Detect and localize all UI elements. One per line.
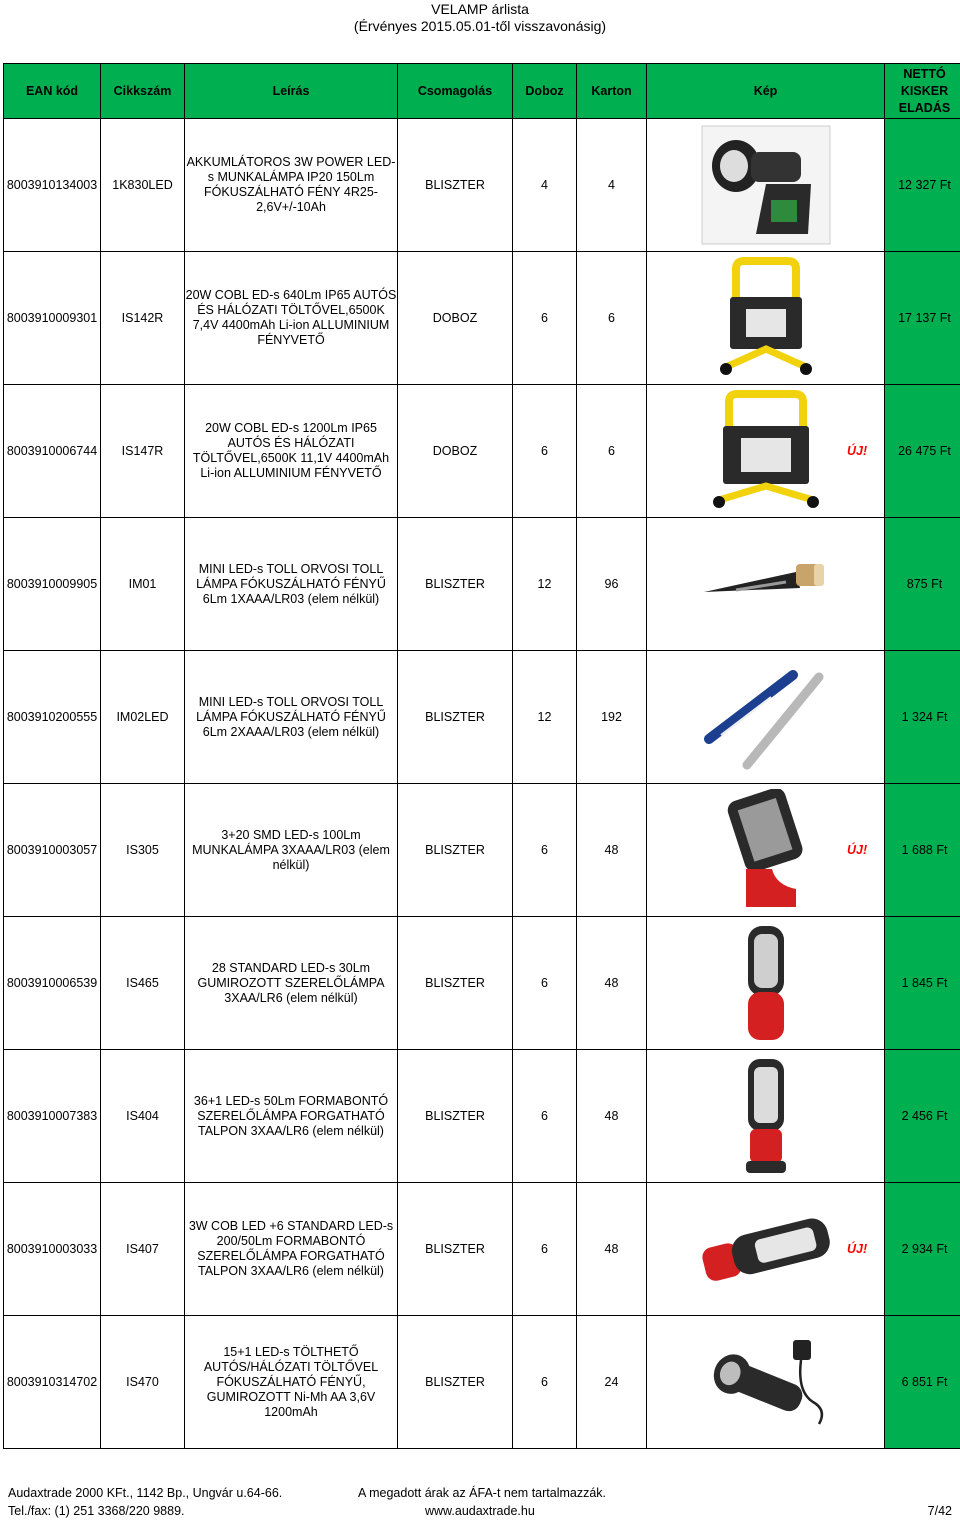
box-cell: 6 (513, 1183, 577, 1316)
pack-cell: BLISZTER (398, 784, 513, 917)
box-cell: 6 (513, 252, 577, 385)
pack-cell: BLISZTER (398, 651, 513, 784)
new-badge: ÚJ! (847, 843, 868, 857)
ean-cell: 8003910009301 (4, 252, 101, 385)
col-header-image: Kép (647, 64, 885, 119)
box-cell: 6 (513, 917, 577, 1050)
carton-value: 192 (601, 710, 622, 724)
page-title: VELAMP árlista (431, 1, 529, 17)
carton-cell (577, 119, 647, 252)
footer-website-link[interactable]: www.audaxtrade.hu (425, 1504, 535, 1518)
box-cell: 12 (513, 651, 577, 784)
ean-cell: 8003910134003 (4, 119, 101, 252)
penlight-icon (696, 554, 836, 614)
sku-cell: IS465 (101, 917, 185, 1050)
desc-cell: MINI LED-s TOLL ORVOSI TOLL LÁMPA FÓKUSZÁLHATÓ FÉNYŰ 6Lm 2XAAA/LR03 (elem nélkül) (185, 651, 398, 784)
price-cell: 1 845 Ft (885, 917, 960, 1050)
worklamp-red-icon (716, 789, 816, 911)
table-row (4, 119, 960, 252)
sku-cell: IS404 (101, 1050, 185, 1183)
col-header-pack: Csomagolás (398, 64, 513, 119)
carton-value: 6 (608, 311, 615, 325)
table-row (4, 1316, 960, 1449)
product-image (647, 518, 885, 651)
price-cell: 17 137 Ft (885, 252, 960, 385)
price-cell: 2 934 Ft (885, 1183, 960, 1316)
col-header-carton: Karton (577, 64, 647, 119)
penlights-pair-icon (701, 661, 831, 773)
desc-cell: MINI LED-s TOLL ORVOSI TOLL LÁMPA FÓKUSZÁLHATÓ FÉNYŰ 6Lm 1XAAA/LR03 (elem nélkül) (185, 518, 398, 651)
cob-lamp-icon (696, 1204, 836, 1294)
table-row (4, 252, 960, 385)
box-cell: 6 (513, 1050, 577, 1183)
desc-cell: 20W COBL ED-s 1200Lm IP65 AUTÓS ÉS HÁLÓZATI TÖLTŐVEL,6500K 11,1V 4400mAh Li-ion ALLUMINIUM FÉNYVETŐ (185, 385, 398, 518)
lantern-icon (696, 124, 836, 246)
product-image (647, 1050, 885, 1183)
floodlight-icon (716, 257, 816, 379)
pack-cell: BLISZTER (398, 1050, 513, 1183)
carton-cell (577, 1316, 647, 1449)
carton-value: 96 (604, 577, 619, 591)
ean-cell: 8003910009905 (4, 518, 101, 651)
carton-cell (577, 784, 868, 917)
price-cell: 1 688 Ft (885, 784, 960, 917)
carton-value: 48 (604, 1242, 619, 1256)
footer-company: Audaxtrade 2000 KFt., 1142 Bp., Ungvár u.64-66. (8, 1486, 283, 1500)
carton-value: 24 (604, 1375, 619, 1389)
desc-cell: 3+20 SMD LED-s 100Lm MUNKALÁMPA 3XAAA/LR03 (elem nélkül) (185, 784, 398, 917)
box-cell: 12 (513, 518, 577, 651)
carton-cell (577, 385, 868, 518)
col-header-desc: Leírás (185, 64, 398, 119)
ean-cell: 8003910200555 (4, 651, 101, 784)
product-image (647, 385, 885, 518)
inspection-lamp-icon (736, 922, 796, 1044)
desc-cell: 15+1 LED-s TÖLTHETŐ AUTÓS/HÁLÓZATI TÖLTŐVEL FÓKUSZÁLHATÓ FÉNYŰ, GUMIROZOTT Ni-Mh AA 3,6V 1200mAh (185, 1316, 398, 1449)
table-row (4, 1183, 960, 1316)
new-badge: ÚJ! (847, 444, 868, 458)
desc-cell: 20W COBL ED-s 640Lm IP65 AUTÓS ÉS HÁLÓZATI TÖLTŐVEL,6500K 7,4V 4400mAh Li-ion ALLUMINIUM FÉNYVETŐ (185, 252, 398, 385)
desc-cell: AKKUMLÁTOROS 3W POWER LED-s MUNKALÁMPA IP20 150Lm FÓKUSZÁLHATÓ FÉNY 4R25- 2,6V+/-10Ah (185, 119, 398, 252)
sku-cell: IS470 (101, 1316, 185, 1449)
pack-cell: DOBOZ (398, 252, 513, 385)
ean-cell: 8003910006744 (4, 385, 101, 518)
carton-cell (577, 518, 647, 651)
rechargeable-torch-icon (701, 1332, 831, 1432)
carton-cell (577, 1050, 647, 1183)
box-cell: 6 (513, 385, 577, 518)
sku-cell: 1K830LED (101, 119, 185, 252)
product-image (647, 784, 885, 917)
sku-cell: IM02LED (101, 651, 185, 784)
product-image (647, 119, 885, 252)
col-header-price (885, 64, 960, 119)
footer-phone: Tel./fax: (1) 251 3368/220 9889. (8, 1504, 185, 1518)
pack-cell: BLISZTER (398, 119, 513, 252)
box-cell: 6 (513, 1316, 577, 1449)
sku-cell: IS142R (101, 252, 185, 385)
pack-cell: BLISZTER (398, 1316, 513, 1449)
desc-cell: 28 STANDARD LED-s 30Lm GUMIROZOTT SZERELŐLÁMPA 3XAA/LR6 (elem nélkül) (185, 917, 398, 1050)
price-cell: 875 Ft (885, 518, 960, 651)
pack-cell: BLISZTER (398, 917, 513, 1050)
ean-cell: 8003910007383 (4, 1050, 101, 1183)
carton-cell (577, 917, 647, 1050)
price-cell: 26 475 Ft (885, 385, 960, 518)
carton-value: 48 (604, 976, 619, 990)
carton-cell (577, 651, 647, 784)
ean-cell: 8003910003033 (4, 1183, 101, 1316)
price-header-line1: NETTÓ (903, 66, 946, 81)
ean-cell: 8003910314702 (4, 1316, 101, 1449)
carton-cell (577, 252, 647, 385)
desc-cell: 3W COB LED +6 STANDARD LED-s 200/50Lm FORMABONTÓ SZERELŐLÁMPA FORGATHATÓ TALPON 3XAA/LR6 (elem nélkül) (185, 1183, 398, 1316)
page-number: 7/42 (927, 1504, 952, 1518)
price-header-line3: ELADÁS (898, 100, 951, 115)
carton-value: 6 (608, 444, 615, 458)
new-badge: ÚJ! (847, 1242, 868, 1256)
inspection-lamp-icon (736, 1055, 796, 1177)
table-row (4, 651, 960, 784)
floodlight-icon (711, 390, 821, 512)
desc-cell: 36+1 LED-s 50Lm FORMABONTÓ SZERELŐLÁMPA FORGATHATÓ TALPON 3XAA/LR6 (elem nélkül) (185, 1050, 398, 1183)
pack-cell: DOBOZ (398, 385, 513, 518)
table-row (4, 1050, 960, 1183)
pack-cell: BLISZTER (398, 518, 513, 651)
table-row (4, 385, 960, 518)
col-header-sku: Cikkszám (101, 64, 185, 119)
product-image (647, 1183, 885, 1316)
ean-cell: 8003910006539 (4, 917, 101, 1050)
table-row (4, 518, 960, 651)
box-cell: 4 (513, 119, 577, 252)
price-header-line2: KISKER (900, 83, 949, 98)
carton-value: 48 (604, 843, 619, 857)
product-image (647, 1316, 885, 1449)
price-cell: 1 324 Ft (885, 651, 960, 784)
product-image (647, 917, 885, 1050)
col-header-box: Doboz (513, 64, 577, 119)
product-image (647, 252, 885, 385)
sku-cell: IS305 (101, 784, 185, 917)
box-cell: 6 (513, 784, 577, 917)
price-cell: 12 327 Ft (885, 119, 960, 252)
carton-value: 48 (604, 1109, 619, 1123)
col-header-ean: EAN kód (4, 64, 101, 119)
product-image (647, 651, 885, 784)
table-row (4, 917, 960, 1050)
sku-cell: IM01 (101, 518, 185, 651)
sku-cell: IS407 (101, 1183, 185, 1316)
price-cell: 2 456 Ft (885, 1050, 960, 1183)
price-cell: 6 851 Ft (885, 1316, 960, 1449)
page-subtitle: (Érvényes 2015.05.01-től visszavonásig) (353, 18, 607, 34)
header-row (4, 64, 960, 119)
carton-cell (577, 1183, 868, 1316)
price-table (3, 63, 960, 1449)
footer-vat-note: A megadott árak az ÁFA-t nem tartalmazzák. (358, 1486, 607, 1500)
ean-cell: 8003910003057 (4, 784, 101, 917)
pack-cell: BLISZTER (398, 1183, 513, 1316)
sku-cell: IS147R (101, 385, 185, 518)
table-row (4, 784, 960, 917)
carton-value: 4 (608, 178, 615, 192)
